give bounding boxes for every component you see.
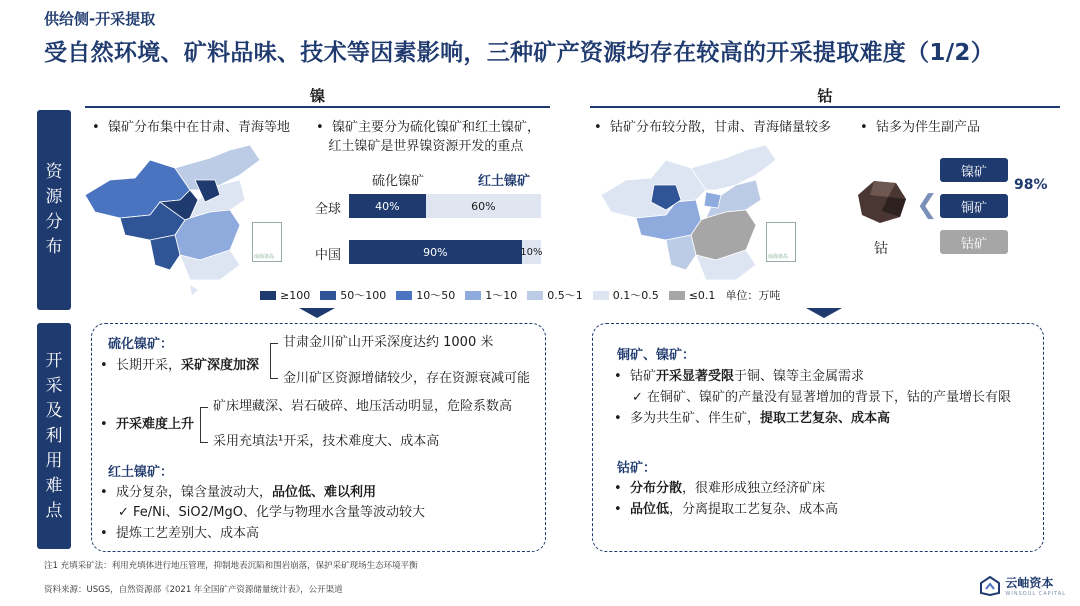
byproduct-percent: 98%: [1014, 177, 1048, 193]
composition-bold: 品位低、难以利用: [271, 485, 376, 500]
nickel-china-map: [80, 140, 270, 300]
logo-icon: [980, 576, 1000, 596]
side-char: 开: [45, 350, 63, 371]
cobalt-limited-b: 于铜、镍等主金属需求: [733, 369, 864, 384]
nickel-bullet-1: • 镍矿分布集中在甘肃、青海等地: [92, 120, 290, 135]
side-char: 资: [45, 162, 63, 182]
cobalt-limited-sub: ✓ 在铜矿、镍矿的产量没有显著增加的背景下，钴的产量增长有限: [632, 390, 1012, 405]
bar-segment-sulfide: 40%: [349, 194, 426, 218]
legend-swatch: [396, 291, 412, 300]
legend-item: [396, 287, 455, 303]
bar-segment-sulfide: 90%: [349, 240, 522, 264]
cobalt-dispersed-bold: 分布分散: [629, 481, 682, 496]
long-term-mining: • 长期开采，采矿深度加深: [100, 358, 259, 373]
bar-china: [349, 240, 541, 264]
legend-item: [260, 289, 310, 302]
nickel-bullet-2: • 镍矿主要分为硫化镍矿和红土镍矿， 红土镍矿是世界镍资源开发的重点: [316, 120, 540, 154]
legend-item: [593, 287, 659, 303]
side-char: 布: [45, 237, 63, 257]
difficulty-note-b: 采用充填法¹开采，技术难度大、成本高: [213, 434, 440, 449]
bar-row-label-global: 全球: [315, 202, 342, 217]
bar-segment-laterite: 10%: [522, 240, 541, 264]
legend-swatch: [260, 291, 276, 300]
logo-sub: WINSOUL CAPITAL: [1005, 591, 1066, 597]
side-char: 分: [45, 212, 63, 232]
cobalt-header: 钴: [817, 87, 833, 105]
nickel-bullet-1-text: 镍矿分布集中在甘肃、青海等地: [107, 120, 290, 135]
side-char: 用: [45, 450, 63, 471]
refining-cost: • 提炼工艺差别大、成本高: [100, 526, 259, 541]
difficulty-rise: • 开采难度上升: [100, 417, 194, 432]
side-label-mining: [37, 323, 71, 549]
legend-label: ≤0.1: [688, 288, 716, 302]
legend-item: [527, 287, 583, 303]
pill-cobalt-ore: 钴矿: [940, 230, 1008, 254]
map-legend: [260, 287, 784, 303]
bracket: [270, 343, 278, 379]
legend-item: [320, 287, 386, 303]
cobalt-map-inset: [766, 222, 796, 262]
cobalt-bullet-1: • 钴矿分布较分散，甘肃、青海储量较多: [594, 120, 831, 135]
logo-name: 云岫资本: [1005, 576, 1054, 590]
depth-note-a: 甘肃金川矿山开采深度达约 1000 米: [283, 335, 494, 350]
side-char: 采: [45, 375, 63, 396]
inset-label: 南海诸岛: [254, 254, 275, 260]
legend-swatch: [465, 291, 481, 300]
nickel-bullet-2-line1: 镍矿主要分为硫化镍矿和红土镍矿，: [331, 120, 540, 135]
legend-swatch: [593, 291, 609, 300]
cobalt-associated-bold: 提取工艺复杂、成本高: [759, 411, 890, 426]
long-term-text: 长期开采，: [115, 358, 181, 373]
cobalt-low-grade-bold: 品位低: [629, 502, 669, 517]
chevron-left-icon: ❮: [916, 190, 938, 220]
depth-note-b: 金川矿区资源增储较少，存在资源衰减可能: [283, 371, 531, 386]
down-arrow-icon: [299, 308, 335, 318]
page-title: 受自然环境、矿料品味、技术等因素影响，三种矿产资源均存在较高的开采提取难度（1/2）: [44, 40, 995, 66]
difficulty-bold: 开采难度上升: [115, 417, 194, 432]
copper-nickel-subhead: 铜矿、镍矿：: [617, 348, 696, 363]
difficulty-note-a: 矿床埋藏深、岩石破碎、地压活动明显，危险系数高: [213, 399, 513, 414]
cobalt-dispersed: • 分布分散，很难形成独立经济矿床: [614, 481, 825, 496]
side-label-resource: [37, 110, 71, 310]
side-char: 利: [45, 425, 63, 446]
legend-label: ≥100: [280, 288, 311, 302]
side-char: 源: [45, 187, 63, 207]
nickel-bullet-2-line2: 红土镍矿是世界镍资源开发的重点: [328, 139, 524, 154]
legend-swatch: [320, 291, 336, 300]
cobalt-bullet-1-text: 钴矿分布较分散，甘肃、青海储量较多: [609, 120, 831, 135]
composition-sub: ✓ Fe/Ni、SiO2/MgO、化学与物理水含量等波动较大: [118, 505, 425, 520]
composition-text: 成分复杂，镍含量波动大，: [115, 485, 272, 500]
bar-global: [349, 194, 541, 218]
cobalt-china-map: [596, 140, 789, 300]
side-char: 难: [45, 475, 63, 496]
sulfide-nickel-subhead: 硫化镍矿：: [108, 337, 174, 352]
cobalt-associated: • 多为共生矿、伴生矿，提取工艺复杂、成本高: [614, 411, 890, 426]
nickel-header: 镍: [309, 87, 325, 105]
bracket: [200, 407, 208, 443]
side-char: 及: [45, 400, 63, 421]
bar-row-label-china: 中国: [315, 248, 342, 263]
legend-swatch: [669, 291, 685, 300]
cobalt-bullet-2: • 钴多为伴生副产品: [860, 120, 980, 135]
cobalt-associated-a: 多为共生矿、伴生矿，: [629, 411, 760, 426]
side-char: 点: [45, 500, 63, 521]
cobalt-limited-bold: 开采显著受限: [655, 369, 734, 384]
cobalt-ore-subhead: 钴矿：: [617, 461, 657, 476]
nickel-map-inset: [252, 222, 282, 262]
long-term-bold: 采矿深度加深: [180, 358, 259, 373]
refining-text: 提炼工艺差别大、成本高: [115, 526, 259, 541]
cobalt-ore-label: 钴: [874, 241, 888, 257]
cobalt-low-grade-text: ，分离提取工艺复杂、成本高: [668, 502, 838, 517]
laterite-nickel-subhead: 红土镍矿：: [108, 465, 174, 480]
nickel-header-line: [85, 106, 550, 108]
footnote-1: 注1 充填采矿法：利用充填体进行地压管理，抑制地表沉陷和围岩崩落，保护采矿现场生态环境平衡: [44, 561, 418, 571]
sulfide-nickel-head: 硫化镍矿: [372, 174, 425, 189]
source-note: 资料来源：USGS，自然资源部《2021 年全国矿产资源储量统计表》，公开渠道: [44, 585, 343, 595]
legend-item: [465, 287, 517, 303]
legend-unit: 单位：万吨: [725, 289, 781, 302]
legend-label: 0.5～1: [547, 289, 583, 302]
cobalt-limited: • 钴矿开采显著受限于铜、镍等主金属需求: [614, 369, 864, 384]
legend-swatch: [527, 291, 543, 300]
down-arrow-icon: [806, 308, 842, 318]
cobalt-limited-a: 钴矿: [629, 369, 656, 384]
legend-label: 1～10: [485, 289, 518, 302]
pill-nickel-ore: 镍矿: [940, 158, 1008, 182]
section-supertitle: 供给侧-开采提取: [44, 10, 156, 28]
legend-label: 10～50: [416, 289, 456, 302]
composition-complex: • 成分复杂，镍含量波动大，品位低、难以利用: [100, 485, 376, 500]
company-logo: [980, 574, 1066, 597]
pill-copper-ore: 铜矿: [940, 194, 1008, 218]
legend-item: [669, 289, 716, 302]
bar-segment-laterite: 60%: [426, 194, 541, 218]
cobalt-ore-image: [852, 175, 910, 227]
inset-label: 南海诸岛: [768, 254, 789, 260]
cobalt-low-grade: • 品位低，分离提取工艺复杂、成本高: [614, 502, 838, 517]
legend-label: 50～100: [340, 289, 387, 302]
cobalt-bullet-2-text: 钴多为伴生副产品: [875, 120, 980, 135]
legend-label: 0.1～0.5: [612, 289, 659, 302]
cobalt-dispersed-text: ，很难形成独立经济矿床: [681, 481, 825, 496]
laterite-nickel-head: 红土镍矿: [478, 174, 531, 189]
cobalt-header-line: [590, 106, 1060, 108]
